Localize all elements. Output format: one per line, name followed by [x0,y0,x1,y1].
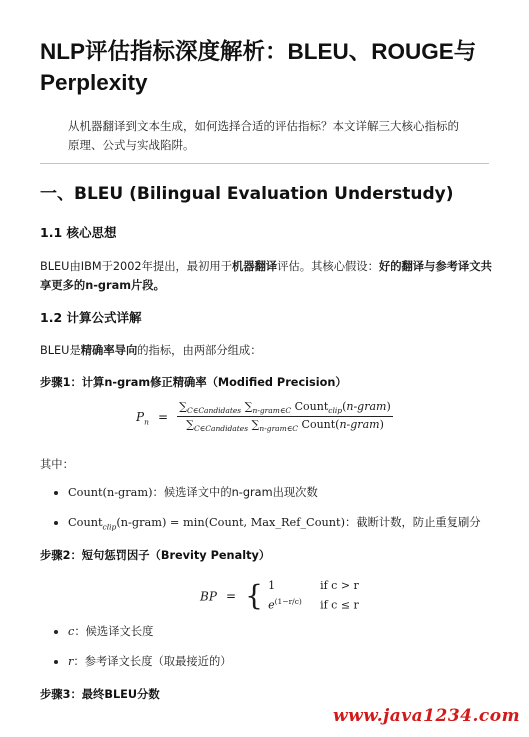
page-title: NLP评估指标深度解析：BLEU、ROUGE与Perplexity [40,39,477,95]
precision-numerator: $\sum_{C\in Candidates}$ $\sum_{n-gram\in C}$ Count$_{clip}$(n-gram) [179,400,391,416]
section-heading-bleu: 一、BLEU (Bilingual Evaluation Understudy) [40,184,454,204]
core-idea-text-c: 评估。其核心假设： [277,260,379,273]
list-item-count: Count(n-gram)：候选译文中的n-gram出现次数 [54,484,318,502]
bullet-dot [54,521,58,525]
formula-intro-paragraph [40,341,492,360]
watermark: www.java1234.com [333,706,521,726]
modified-precision-formula: $P_n$ = $\frac{\sum_{C\in Candidates} \sum_{n-gram\in C} Count_{clip}(n-gram)}{\sum_{C\in Candidates} \sum_{n-gram\in C} Count(n-gram)}$ [136,400,391,434]
bullet-dot [54,660,58,664]
precision-denominator: $\sum_{C\in Candidates}$ $\sum_{n-gram\in C}$ Count(n-gram) [186,418,384,434]
list-item-reference-length: r：参考译文长度（取最接近的） [54,653,232,671]
formula-intro-text-a: BLEU是 [40,344,81,357]
list-item-count-clip: Count$_{clip}$(n-gram) = min(Count, Max_Ref_Count)：截断计数，防止重复刷分 [54,514,481,536]
step1-label: 步骤1：计算n-gram修正精确率（Modified Precision） [40,376,347,389]
subsection-heading-formula: 1.2 计算公式详解 [40,310,142,325]
formula-intro-text-b: 精确率导向 [80,344,138,357]
divider [40,163,489,164]
formula-intro-text-c: 的指标，由两部分组成： [137,344,262,357]
precision-fraction [177,400,393,433]
where-label: 其中： [40,458,74,471]
subsection-heading-core-idea: 1.1 核心思想 [40,225,117,240]
core-idea-paragraph [40,257,492,295]
list-item-candidate-length: c：候选译文长度 [54,623,153,641]
brevity-penalty-formula: BP = { 1 if c > r $e^{(1-r/c)}$ if c ≤ r [200,578,359,612]
page-subtitle: 从机器翻译到文本生成，如何选择合适的评估指标？本文详解三大核心指标的原理、公式与实战陷阱。 [68,119,459,152]
core-idea-text-d: 好的翻译与参考译文共享更多的n-gram片段。 [40,260,492,292]
step3-label: 步骤3：最终BLEU分数 [40,688,160,701]
formula-lhs: $P_n$ [136,410,149,427]
bullet-dot [54,630,58,634]
core-idea-text-a: BLEU由IBM于2002年提出，最初用于 [40,260,232,273]
step2-label: 步骤2：短句惩罚因子（Brevity Penalty） [40,549,271,562]
bullet-dot [54,491,58,495]
core-idea-text-b: 机器翻译 [232,260,278,273]
